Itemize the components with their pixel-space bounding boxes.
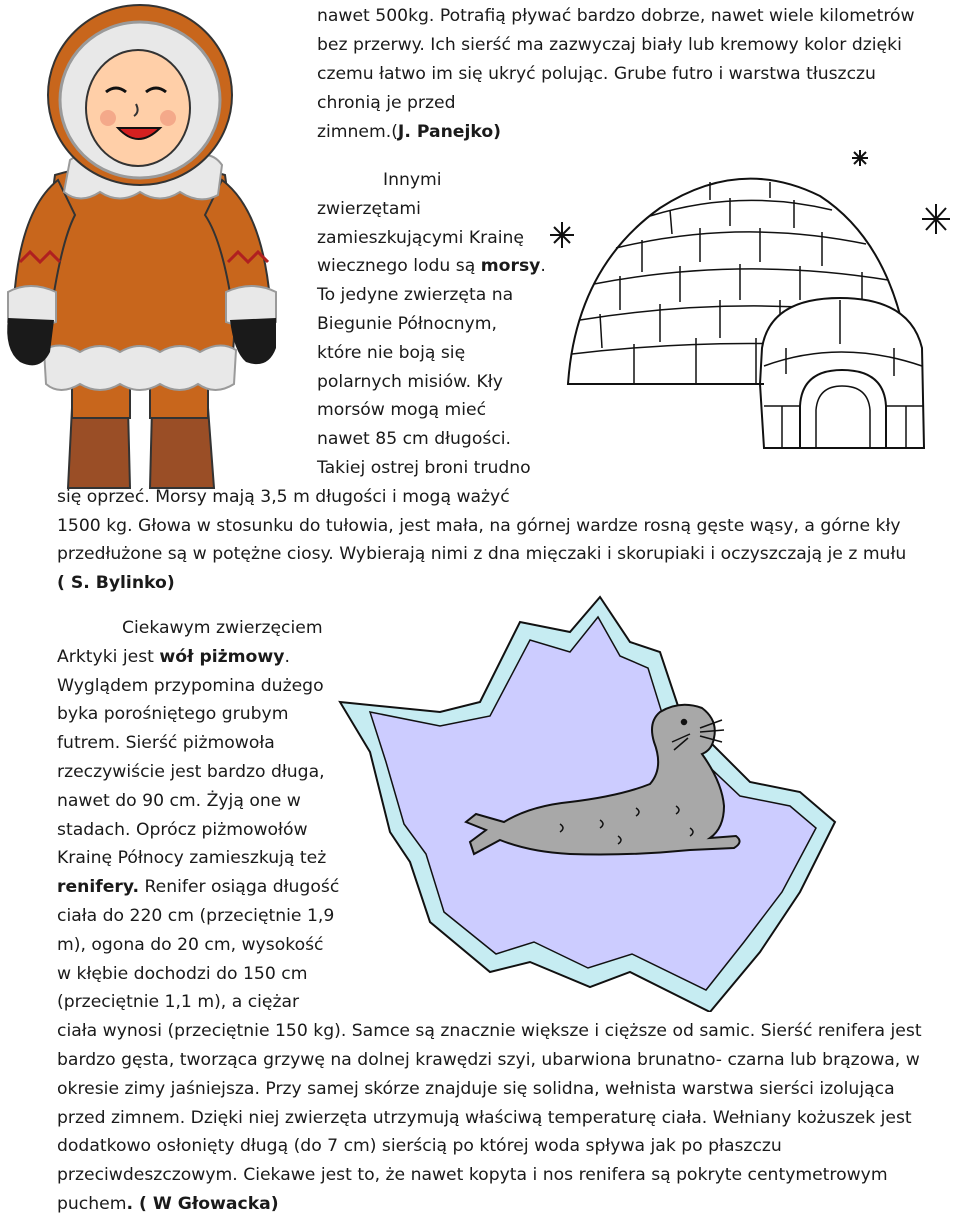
text-run: się oprzeć. Morsy mają 3,5 m długości i mogą ważyć [57,486,510,507]
text-run: puchem [57,1194,127,1214]
text-line [317,339,465,367]
text-run: morsów mogą mieć [317,400,487,421]
text-line [57,1104,912,1132]
text-run: które nie boją się [317,342,466,363]
text-line [317,368,503,396]
text-run: (przeciętnie 1,1 m), a ciężar [57,992,300,1013]
text-run: zamieszkującymi Krainę [317,227,524,248]
text-line [317,281,513,309]
text-line [57,1190,279,1218]
text-run: Ciekawym zwierzęciem [122,618,323,638]
text-line [57,700,288,728]
text-line [317,252,546,280]
text-run: Wyglądem przypomina dużego [57,675,324,696]
bold-run: ( S. Bylinko) [57,573,175,594]
eskimo-figure [0,0,300,500]
bold-run: wół piżmowy [159,646,285,667]
citation-line [317,118,501,146]
text-run: Renifer osiąga długość [139,877,340,898]
text-run: przedłużone są w potężne ciosy. Wybierają nimi z dna mięczaki i skorupiaki i oczyszczają je z mułu [57,544,907,565]
text-line [317,454,531,482]
text-run: Innymi [383,170,442,190]
text-line [317,425,511,453]
text-line [57,1017,922,1045]
text-line [57,1046,920,1074]
text-line [57,483,510,511]
igloo-drawing [550,148,960,468]
text-line [57,729,275,757]
text-run: . [540,256,546,277]
bold-run: renifery. [57,877,140,898]
text-run: przeciwdeszczowym. Ciekawe jest to, że nawet kopyta i nos renifera są pokryte centymetrowym [57,1165,888,1186]
text-run: zwierzętami [317,198,421,219]
text-line [57,569,175,597]
text-line [317,310,497,338]
text-run: zimnem.( [317,122,398,142]
bold-run: J. Panejko) [397,122,501,142]
text-run: futrem. Sierść piżmowoła [57,733,275,754]
text-run: rzeczywiście jest bardzo długa, [57,762,325,782]
text-line [57,512,901,540]
text-line [57,1161,888,1189]
text-line: chronią je przed [317,93,456,113]
text-line [57,672,324,700]
text-line [57,1132,782,1160]
text-line: nawet 500kg. Potrafią pływać bardzo dobrze, nawet wiele kilometrów [317,6,915,26]
seal-on-ice-floe [330,592,850,1012]
text-line: bez przerwy. Ich sierść ma zazwyczaj biały lub kremowy kolor dzięki [317,35,902,55]
text-run: Biegunie Północnym, [317,314,497,334]
text-line [57,988,299,1016]
text-line [57,1075,895,1103]
text-run: stadach. Oprócz piżmowołów [57,819,308,840]
text-line [383,166,442,194]
text-line [57,787,301,815]
text-line [57,873,339,901]
text-run: bardzo gęsta, tworząca grzywę na dolnej krawędzi szyi, ubarwiona brunatno- czarna lub brązowa, w [57,1050,920,1070]
text-line [317,224,524,252]
text-run: okresie zimy jaśniejsza. Przy samej skórze znajduje się solidna, wełnista warstwa sierści izolująca [57,1078,895,1099]
text-run: Krainę Północy zamieszkują też [57,848,327,869]
text-run: nawet do 90 cm. Żyją one w [57,790,301,811]
text-line [57,931,324,959]
text-run: Arktyki jest [57,646,160,667]
text-line [57,816,308,844]
text-run: ciała do 220 cm (przeciętnie 1,9 [57,906,335,926]
text-line: czemu łatwo im się ukryć polując. Grube futro i warstwa tłuszczu [317,64,876,84]
text-run: polarnych misiów. Kły [317,371,503,392]
text-run: ciała wynosi (przeciętnie 150 kg). Samce są znacznie większe i cięższe od samic. Sierść renifera jest [57,1021,922,1042]
bold-run: . ( W Głowacka) [126,1194,279,1214]
text-run: . [284,646,290,667]
text-run: Takiej ostrej broni trudno [317,458,531,478]
text-run: byka porośniętego grubym [57,704,289,725]
text-run: 1500 kg. Głowa w stosunku do tułowia, jest mała, na górnej wardze rosną gęste wąsy, a górne kły [57,515,901,536]
text-run: To jedyne zwierzęta na [317,285,514,306]
text-line [57,902,334,930]
text-line [57,960,307,988]
text-line [57,844,326,872]
text-line [122,614,323,642]
text-run: nawet 85 cm długości. [317,429,512,450]
text-line [317,396,486,424]
text-line [57,758,325,786]
bold-run: morsy [480,256,541,277]
text-run: wiecznego lodu są [317,256,481,277]
text-line [57,540,906,568]
text-run: przed zimnem. Dzięki niej zwierzęta utrzymują właściwą temperaturę ciała. Wełniany kożuszek jest [57,1107,912,1128]
text-line [57,643,290,671]
text-run: dodatkowo osłonięty długą (do 7 cm) sierścią po której woda spływa jak po płaszczu [57,1136,782,1157]
text-line [317,195,421,223]
text-run: w kłębie dochodzi do 150 cm [57,963,308,984]
text-run: m), ogona do 20 cm, wysokość [57,934,324,955]
